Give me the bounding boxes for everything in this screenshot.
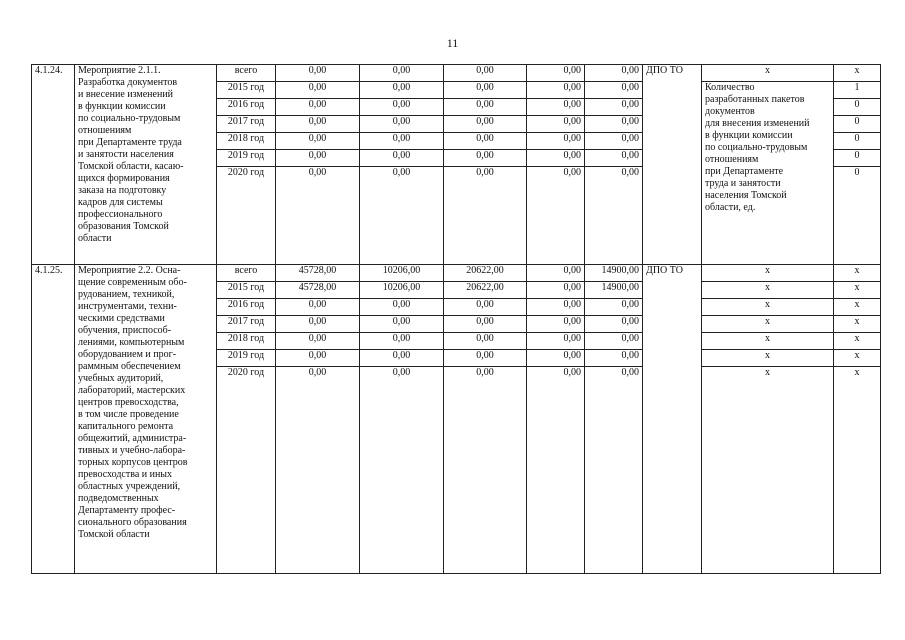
- year-cell: всего: [217, 65, 276, 82]
- indicator-value: х: [834, 282, 881, 299]
- indicator-value: х: [834, 350, 881, 367]
- funding-source-3: 0,00: [527, 82, 585, 99]
- funding-source-4: 0,00: [585, 65, 643, 82]
- funding-source-3: 0,00: [527, 316, 585, 333]
- year-cell: 2018 год: [217, 333, 276, 350]
- funding-source-4: 0,00: [585, 116, 643, 133]
- activity-description: Мероприятие 2.2. Осна- щение современным обо- рудованием, техникой, инструментами, техни- ческими средствами обучения, приспособ- лениями, компьютерным оборудованием и прог- раммным обеспечением учебных аудиторий, лабораторий, мастерских центров превосходства, в том числе проведение капитального ремонта общежитий, администра- тивных и учебно-лабора- торных корпусов центров превосходства и иных областных учреждений, подведомственных Департаменту профес- сионального образования Томской области: [75, 265, 217, 574]
- indicator-value: 0: [834, 150, 881, 167]
- total-funding: 0,00: [276, 150, 360, 167]
- funding-source-2: 0,00: [444, 299, 527, 316]
- indicator-name: х: [702, 299, 834, 316]
- year-cell: 2019 год: [217, 350, 276, 367]
- year-cell: 2015 год: [217, 82, 276, 99]
- indicator-name: Количество разработанных пакетов документов для внесения изменений в функции комиссии по социально-трудовым отношениям при Департаменте труда и занятости населения Томской области, ед.: [702, 82, 834, 265]
- funding-source-1: 0,00: [360, 333, 444, 350]
- indicator-name: х: [702, 367, 834, 574]
- funding-source-3: 0,00: [527, 333, 585, 350]
- indicator-value: х: [834, 65, 881, 82]
- funding-source-4: 0,00: [585, 333, 643, 350]
- year-cell: 2017 год: [217, 116, 276, 133]
- total-funding: 0,00: [276, 333, 360, 350]
- indicator-value: х: [834, 316, 881, 333]
- total-funding: 0,00: [276, 133, 360, 150]
- total-funding: 0,00: [276, 167, 360, 265]
- total-funding: 0,00: [276, 99, 360, 116]
- indicator-name: х: [702, 333, 834, 350]
- funding-source-1: 0,00: [360, 150, 444, 167]
- funding-source-1: 0,00: [360, 65, 444, 82]
- funding-source-1: 0,00: [360, 99, 444, 116]
- executor: ДПО ТО: [643, 65, 702, 265]
- funding-source-4: 0,00: [585, 99, 643, 116]
- funding-source-2: 0,00: [444, 316, 527, 333]
- total-funding: 45728,00: [276, 282, 360, 299]
- program-activities-table: [31, 64, 881, 574]
- indicator-name: х: [702, 350, 834, 367]
- funding-source-2: 0,00: [444, 350, 527, 367]
- funding-source-1: 0,00: [360, 116, 444, 133]
- indicator-name: х: [702, 316, 834, 333]
- funding-source-3: 0,00: [527, 99, 585, 116]
- activity-description: Мероприятие 2.1.1. Разработка документов и внесение изменений в функции комиссии по социально-трудовым отношениям при Департаменте труда и занятости населения Томской области, касаю- щихся формирования заказа на подготовку кадров для системы профессионального образования Томской области: [75, 65, 217, 265]
- year-cell: 2017 год: [217, 316, 276, 333]
- indicator-value: 1: [834, 82, 881, 99]
- funding-source-2: 0,00: [444, 333, 527, 350]
- year-cell: 2020 год: [217, 167, 276, 265]
- indicator-name: х: [702, 282, 834, 299]
- total-funding: 0,00: [276, 350, 360, 367]
- year-cell: всего: [217, 265, 276, 282]
- funding-source-4: 0,00: [585, 133, 643, 150]
- funding-source-2: 0,00: [444, 82, 527, 99]
- funding-source-2: 0,00: [444, 150, 527, 167]
- funding-source-2: 20622,00: [444, 282, 527, 299]
- year-cell: 2016 год: [217, 99, 276, 116]
- funding-source-1: 0,00: [360, 167, 444, 265]
- total-funding: 0,00: [276, 367, 360, 574]
- total-funding: 0,00: [276, 65, 360, 82]
- funding-source-1: 10206,00: [360, 282, 444, 299]
- activity-number: 4.1.24.: [32, 65, 75, 265]
- funding-source-3: 0,00: [527, 133, 585, 150]
- funding-source-3: 0,00: [527, 299, 585, 316]
- funding-source-3: 0,00: [527, 350, 585, 367]
- activity-number: 4.1.25.: [32, 265, 75, 574]
- indicator-value: х: [834, 265, 881, 282]
- year-cell: 2018 год: [217, 133, 276, 150]
- funding-source-1: 10206,00: [360, 265, 444, 282]
- indicator-value: 0: [834, 116, 881, 133]
- funding-source-1: 0,00: [360, 299, 444, 316]
- funding-source-1: 0,00: [360, 367, 444, 574]
- year-cell: 2015 год: [217, 282, 276, 299]
- total-funding: 0,00: [276, 316, 360, 333]
- indicator-name: х: [702, 265, 834, 282]
- funding-source-4: 0,00: [585, 150, 643, 167]
- funding-source-2: 0,00: [444, 167, 527, 265]
- funding-source-4: 0,00: [585, 367, 643, 574]
- total-funding: 0,00: [276, 116, 360, 133]
- indicator-value: 0: [834, 167, 881, 265]
- executor: ДПО ТО: [643, 265, 702, 574]
- indicator-value: х: [834, 367, 881, 574]
- table-row: [32, 265, 881, 282]
- year-cell: 2020 год: [217, 367, 276, 574]
- funding-source-4: 14900,00: [585, 282, 643, 299]
- indicator-value: х: [834, 299, 881, 316]
- funding-source-2: 0,00: [444, 99, 527, 116]
- page-number: 11: [446, 36, 459, 50]
- funding-source-3: 0,00: [527, 282, 585, 299]
- indicator-value: 0: [834, 99, 881, 116]
- funding-source-3: 0,00: [527, 116, 585, 133]
- year-cell: 2016 год: [217, 299, 276, 316]
- funding-source-2: 20622,00: [444, 265, 527, 282]
- funding-source-4: 0,00: [585, 316, 643, 333]
- funding-source-2: 0,00: [444, 133, 527, 150]
- funding-source-4: 0,00: [585, 299, 643, 316]
- funding-source-4: 0,00: [585, 82, 643, 99]
- funding-source-3: 0,00: [527, 367, 585, 574]
- funding-source-4: 0,00: [585, 350, 643, 367]
- funding-source-3: 0,00: [527, 150, 585, 167]
- funding-source-3: 0,00: [527, 265, 585, 282]
- funding-source-2: 0,00: [444, 116, 527, 133]
- funding-source-4: 14900,00: [585, 265, 643, 282]
- total-funding: 45728,00: [276, 265, 360, 282]
- total-funding: 0,00: [276, 299, 360, 316]
- year-cell: 2019 год: [217, 150, 276, 167]
- funding-source-3: 0,00: [527, 167, 585, 265]
- funding-source-1: 0,00: [360, 316, 444, 333]
- funding-source-1: 0,00: [360, 82, 444, 99]
- funding-source-1: 0,00: [360, 350, 444, 367]
- indicator-value: х: [834, 333, 881, 350]
- funding-source-2: 0,00: [444, 367, 527, 574]
- table-row: [32, 65, 881, 82]
- funding-source-1: 0,00: [360, 133, 444, 150]
- funding-source-2: 0,00: [444, 65, 527, 82]
- indicator-name: х: [702, 65, 834, 82]
- indicator-value: 0: [834, 133, 881, 150]
- funding-source-3: 0,00: [527, 65, 585, 82]
- total-funding: 0,00: [276, 82, 360, 99]
- funding-source-4: 0,00: [585, 167, 643, 265]
